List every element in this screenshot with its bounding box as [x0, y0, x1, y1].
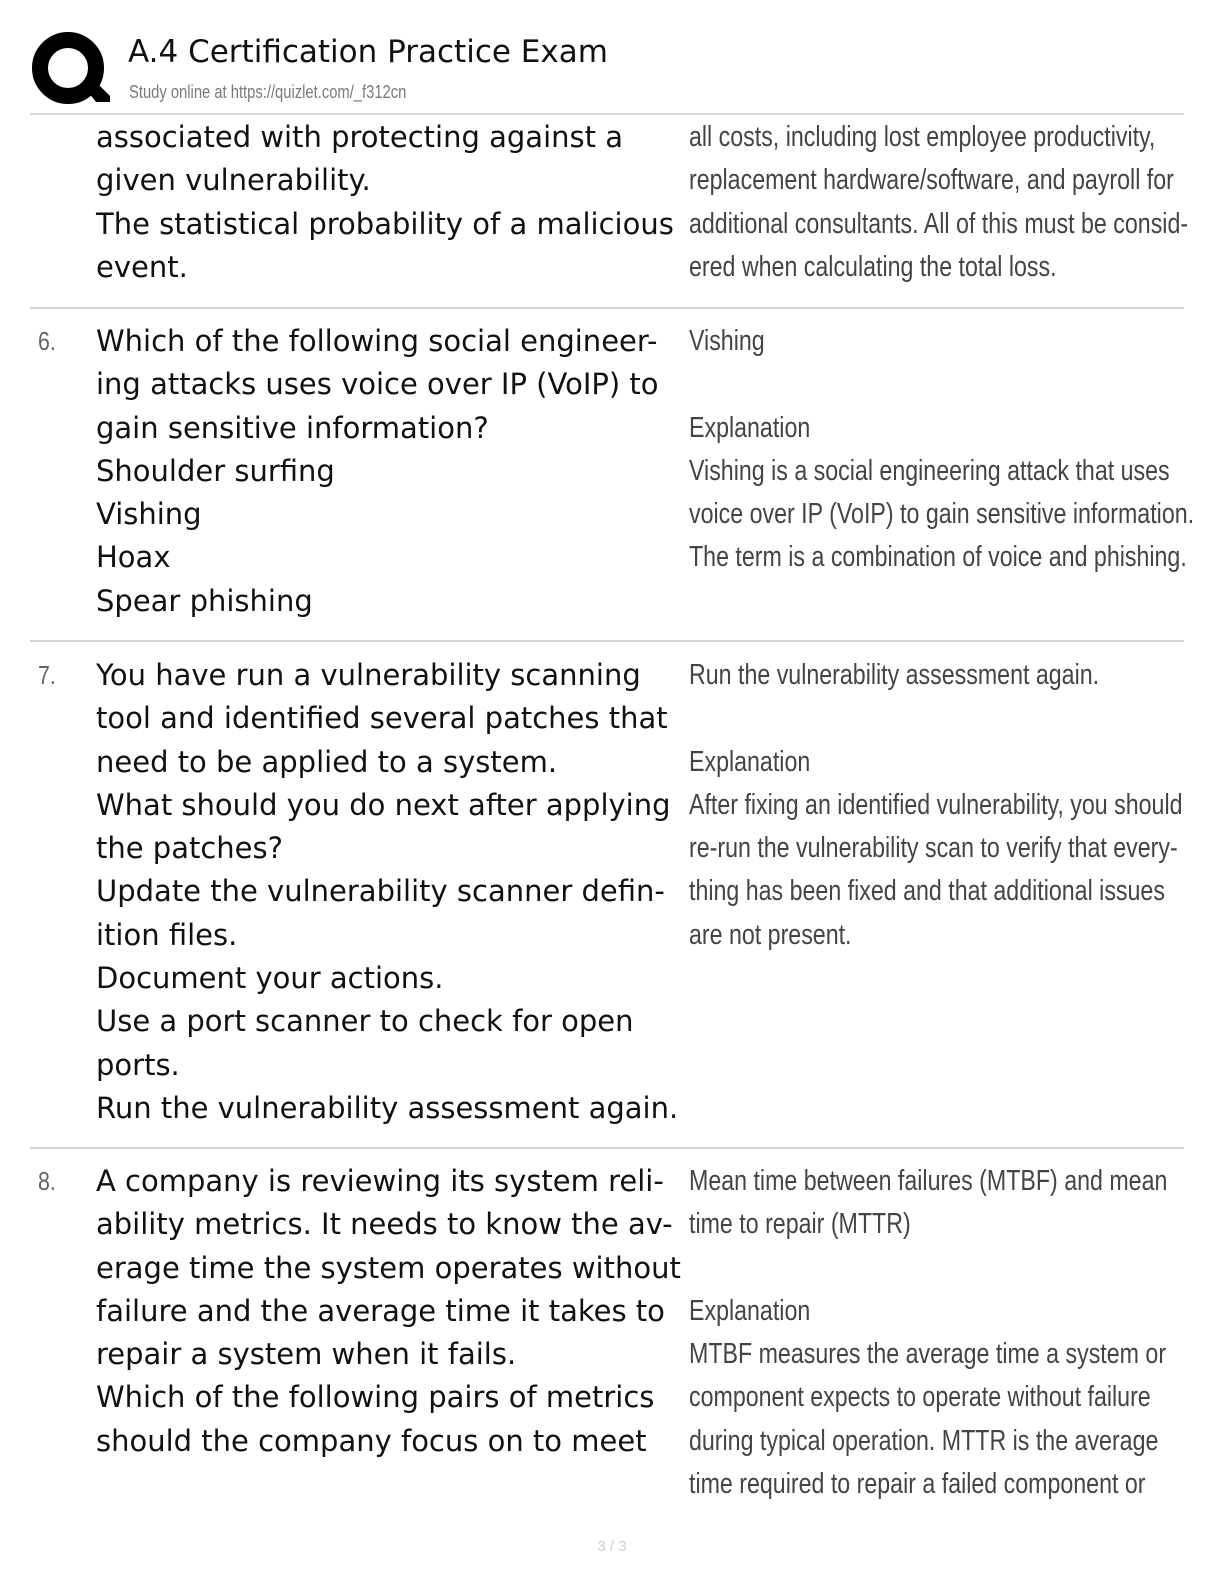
- answer-option: Use a port scanner to check for open: [96, 1004, 634, 1039]
- explanation-line: are not present.: [689, 918, 852, 951]
- question-line: should the company focus on to meet: [96, 1423, 647, 1458]
- question-text: [96, 320, 686, 623]
- answer-line: ered when calculating the total loss.: [689, 250, 1057, 283]
- explanation-heading: Explanation: [689, 1294, 811, 1327]
- correct-answer: Run the vulnerability assessment again.: [689, 659, 1100, 691]
- page-title: A.4 Certification Practice Exam: [128, 34, 608, 70]
- answer-spacer: [689, 697, 1169, 740]
- answer-line: additional consultants. All of this must be consid-: [689, 207, 1189, 240]
- explanation-line: during typical operation. MTTR is the average: [689, 1424, 1159, 1457]
- explanation-line: Vishing is a social engineering attack that uses: [689, 454, 1170, 487]
- answer-option: Hoax: [96, 540, 171, 575]
- question-line: failure and the average time it takes to: [96, 1293, 665, 1328]
- explanation-line: After fixing an identified vulnerability, you should: [689, 788, 1183, 821]
- explanation-line: voice over IP (VoIP) to gain sensitive information.: [689, 498, 1195, 531]
- question-number: 7.: [38, 660, 56, 690]
- answer-option: Run the vulnerability assessment again.: [96, 1090, 679, 1125]
- answer-text: [689, 654, 1183, 957]
- question-divider: [30, 307, 1184, 309]
- answer-option: Update the vulnerability scanner defin-: [96, 874, 665, 909]
- page-header: [0, 0, 1224, 114]
- question-line: given vulnerability.: [96, 163, 371, 198]
- question-divider: [30, 640, 1184, 642]
- question-text: [96, 1160, 686, 1463]
- correct-answer: Vishing: [689, 325, 765, 357]
- answer-line: replacement hardware/software, and payroll for: [689, 164, 1174, 197]
- question-number: 6.: [38, 326, 56, 356]
- answer-option: Document your actions.: [96, 961, 444, 996]
- header-divider: [30, 113, 1184, 115]
- question-text: [96, 654, 686, 1130]
- correct-answer: Mean time between failures (MTBF) and mean: [689, 1165, 1168, 1197]
- question-divider: [30, 1147, 1184, 1149]
- answer-text: [689, 1160, 1169, 1506]
- answer-option: Spear phishing: [96, 583, 313, 618]
- explanation-line: The term is a combination of voice and phishing.: [689, 541, 1187, 574]
- answer-option: Vishing: [96, 497, 202, 532]
- answer-line: all costs, including lost employee productivity,: [689, 121, 1156, 153]
- explanation-heading: Explanation: [689, 411, 811, 444]
- answer-option: ition files.: [96, 917, 238, 952]
- answer-option: ports.: [96, 1047, 180, 1082]
- question-line: Which of the following social engineer-: [96, 324, 658, 358]
- question-line: A company is reviewing its system reli-: [96, 1164, 664, 1198]
- explanation-line: thing has been fixed and that additional issues: [689, 875, 1165, 908]
- explanation-heading: Explanation: [689, 745, 811, 778]
- answer-spacer: [689, 363, 1169, 406]
- question-line: associated with protecting against a: [96, 120, 623, 154]
- question-line: Which of the following pairs of metrics: [96, 1380, 655, 1415]
- explanation-line: time required to repair a failed component or: [689, 1468, 1146, 1501]
- study-online-link[interactable]: Study online at https://quizlet.com/_f312cn: [129, 82, 407, 102]
- question-line: need to be applied to a system.: [96, 744, 558, 779]
- question-line: the patches?: [96, 831, 284, 866]
- answer-text: [689, 320, 1195, 580]
- page-number: 3 / 3: [597, 1538, 627, 1555]
- question-line: ing attacks uses voice over IP (VoIP) to: [96, 367, 659, 402]
- question-number: 8.: [38, 1166, 56, 1196]
- answer-option: Shoulder surfing: [96, 453, 335, 488]
- question-line: event.: [96, 249, 188, 284]
- question-line: The statistical probability of a malicious: [96, 206, 674, 241]
- explanation-line: component expects to operate without failure: [689, 1381, 1151, 1414]
- question-line: You have run a vulnerability scanning: [96, 658, 641, 692]
- question-line: repair a system when it fails.: [96, 1337, 517, 1372]
- explanation-line: MTBF measures the average time a system or: [689, 1338, 1167, 1371]
- question-line: What should you do next after applying: [96, 787, 671, 822]
- correct-answer: time to repair (MTTR): [689, 1208, 911, 1241]
- question-text: [96, 116, 686, 289]
- answer-spacer: [689, 1247, 1169, 1290]
- answer-text: [689, 116, 1189, 289]
- quizlet-logo-icon: [30, 30, 110, 110]
- question-line: gain sensitive information?: [96, 410, 489, 445]
- question-line: ability metrics. It needs to know the av-: [96, 1207, 673, 1242]
- question-line: erage time the system operates without: [96, 1250, 681, 1285]
- explanation-line: re-run the vulnerability scan to verify that every-: [689, 832, 1178, 865]
- question-line: tool and identified several patches that: [96, 701, 668, 736]
